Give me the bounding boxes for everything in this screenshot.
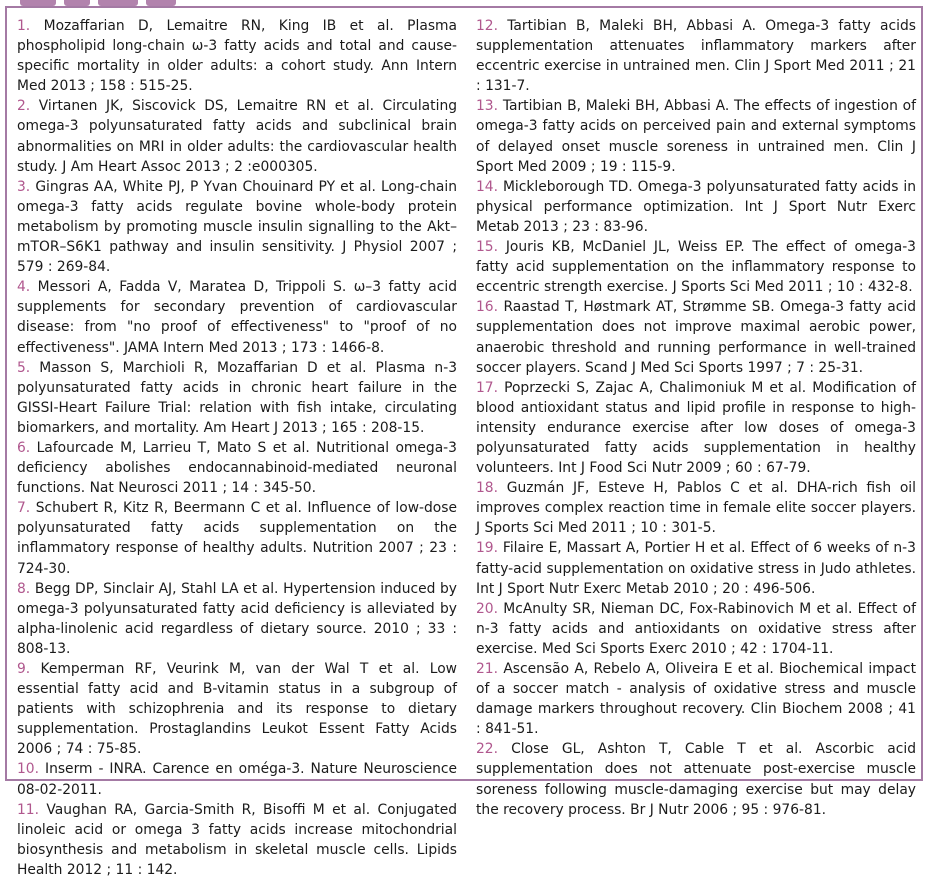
reference-entry xyxy=(476,237,916,297)
reference-number: 20. xyxy=(476,600,499,617)
reference-text: Tartibian B, Maleki BH, Abbasi A. The effects of ingestion of omega-3 fatty acids on perceived pain and external symptoms of delayed onset muscle soreness in untrained men. Clin J Sport Med 2009 ; 19 : 115-9. xyxy=(476,98,917,175)
reference-number: 18. xyxy=(476,480,499,497)
reference-text: Schubert R, Kitz R, Beermann C et al. Influence of low-dose polyunsaturated fatty acids supplementation on the inflammatory response of healthy adults. Nutrition 2007 ; 23 : 724-30. xyxy=(17,500,458,577)
reference-text: Virtanen JK, Siscovick DS, Lemaitre RN et al. Circulating omega-3 polyunsaturated fatty acids and subclinical brain abnormalities on MRI in older adults: the cardiovascular health study. J Am Heart Assoc 2013 ; 2 :e000305. xyxy=(17,98,458,175)
reference-text: Mozaffarian D, Lemaitre RN, King IB et al. Plasma phospholipid long-chain ω-3 fatty acids and total and cause-specific mortality in older adults: a cohort study. Ann Intern Med 2013 ; 158 : 515-25. xyxy=(17,18,457,95)
reference-number: 8. xyxy=(17,580,31,597)
reference-entry xyxy=(17,659,457,759)
reference-number: 3. xyxy=(17,178,31,195)
reference-number: 6. xyxy=(17,439,31,456)
reference-text: Lafourcade M, Larrieu T, Mato S et al. Nutritional omega-3 deficiency abolishes endocannabinoid-mediated neuronal functions. Nat Neurosci 2011 ; 14 : 345-50. xyxy=(17,439,457,497)
reference-text: Jouris KB, McDaniel JL, Weiss EP. The effect of omega-3 fatty acid supplementation on the inflammatory response to eccentric strength exercise. J Sports Sci Med 2011 ; 10 : 432-8. xyxy=(476,239,916,296)
reference-number: 19. xyxy=(476,540,499,557)
reference-entry xyxy=(17,800,457,880)
reference-number: 17. xyxy=(476,379,499,396)
reference-number: 7. xyxy=(17,500,31,517)
reference-entry xyxy=(476,538,916,598)
reference-number: 1. xyxy=(17,18,31,34)
reference-number: 10. xyxy=(17,761,40,778)
reference-number: 4. xyxy=(17,279,31,296)
reference-number: 16. xyxy=(476,299,499,316)
reference-number: 14. xyxy=(476,178,499,195)
reference-entry xyxy=(476,599,916,659)
reference-text: Close GL, Ashton T, Cable T et al. Ascorbic acid supplementation does not attenuate post-exercise muscle soreness following muscle-damaging exercise but may delay the recovery process. Br J Nutr 2006 ; 95 : 976-81. xyxy=(476,741,916,818)
reference-number: 5. xyxy=(17,359,31,376)
reference-number: 15. xyxy=(476,239,499,256)
reference-number: 2. xyxy=(17,98,31,115)
reference-entry xyxy=(476,16,916,96)
reference-number: 13. xyxy=(476,98,499,115)
reference-text: Guzmán JF, Esteve H, Pablos C et al. DHA-rich fish oil improves complex reaction time in female elite soccer players. J Sports Sci Med 2011 ; 10 : 301-5. xyxy=(476,480,916,537)
reference-entry xyxy=(476,659,916,739)
reference-text: Gingras AA, White PJ, P Yvan Chouinard PY et al. Long-chain omega-3 fatty acids regulate bovine whole-body protein metabolism by promoting muscle insulin signalling to the Akt–mTOR–S6K1 pathway and insulin sensitivity. J Physiol 2007 ; 579 : 269-84. xyxy=(17,178,457,276)
reference-entry xyxy=(17,579,457,659)
reference-entry xyxy=(476,739,916,819)
reference-entry xyxy=(476,378,916,478)
reference-entry xyxy=(17,358,457,438)
reference-entry xyxy=(476,297,916,377)
references-column-left xyxy=(17,16,457,880)
reference-entry xyxy=(17,438,457,498)
reference-text: Poprzecki S, Zajac A, Chalimoniuk M et al. Modification of blood antioxidant status and lipid profile in response to high-intensity endurance exercise after low doses of omega-3 polyunsaturated fatty acids supplementation in healthy volunteers. Int J Food Sci Nutr 2009 ; 60 : 67-79. xyxy=(476,379,916,477)
reference-number: 12. xyxy=(476,18,499,34)
reference-entry xyxy=(476,96,916,176)
reference-number: 21. xyxy=(476,661,499,677)
reference-entry xyxy=(17,177,457,277)
reference-text: Ascensão A, Rebelo A, Oliveira E et al. Biochemical impact of a soccer match - analysis of oxidative stress and muscle damage markers throughout recovery. Clin Biochem 2008 ; 41 : 841-51. xyxy=(476,661,916,738)
reference-entry xyxy=(476,177,916,237)
references-column-right xyxy=(476,16,916,820)
reference-entry xyxy=(476,478,916,538)
reference-text: Messori A, Fadda V, Maratea D, Trippoli S. ω–3 fatty acid supplements for secondary prevention of cardiovascular disease: from "no proof of effectiveness" to "proof of no effectiveness". JAMA Intern Med 2013 ; 173 : 1466-8. xyxy=(17,279,457,356)
reference-entry xyxy=(17,96,457,176)
reference-text: Mickleborough TD. Omega-3 polyunsaturated fatty acids in physical performance optimization. Int J Sport Nutr Exerc Metab 2013 ; 23 : 83-96. xyxy=(476,178,916,235)
reference-text: Raastad T, Høstmark AT, Strømme SB. Omega-3 fatty acid supplementation does not improve maximal aerobic power, anaerobic threshold and running performance in well-trained soccer players. Scand J Med Sci Sports 1997 ; 7 : 25-31. xyxy=(476,299,916,376)
reference-number: 22. xyxy=(476,741,499,758)
reference-text: Begg DP, Sinclair AJ, Stahl LA et al. Hypertension induced by omega-3 polyunsaturated fatty acid deficiency is alleviated by alpha-linolenic acid regardless of dietary source. 2010 ; 33 : 808-13. xyxy=(17,580,457,657)
reference-text: Masson S, Marchioli R, Mozaffarian D et al. Plasma n-3 polyunsaturated fatty acids in chronic heart failure in the GISSI-Heart Failure Trial: relation with fish intake, circulating biomarkers, and mortality. Am Heart J 2013 ; 165 : 208-15. xyxy=(17,359,458,436)
reference-text: Filaire E, Massart A, Portier H et al. Effect of 6 weeks of n-3 fatty-acid supplementation on oxidative stress in Judo athletes. Int J Sport Nutr Exerc Metab 2010 ; 20 : 496-506. xyxy=(476,540,916,597)
reference-text: Tartibian B, Maleki BH, Abbasi A. Omega-3 fatty acids supplementation attenuates inflammatory markers after eccentric exercise in untrained men. Clin J Sport Med 2011 ; 21 : 131-7. xyxy=(476,18,916,95)
reference-text: McAnulty SR, Nieman DC, Fox-Rabinovich M et al. Effect of n-3 fatty acids and antioxidants on oxidative stress after exercise. Med Sci Sports Exerc 2010 ; 42 : 1704-11. xyxy=(476,600,916,657)
reference-text: Inserm - INRA. Carence en oméga-3. Nature Neuroscience 08-02-2011. xyxy=(17,761,457,798)
reference-text: Kemperman RF, Veurink M, van der Wal T et al. Low essential fatty acid and B-vitamin status in a subgroup of patients with schizophrenia and its response to dietary supplementation. Prostaglandins Leukot Essent Fatty Acids 2006 ; 74 : 75-85. xyxy=(17,661,457,758)
reference-entry xyxy=(17,759,457,799)
reference-entry xyxy=(17,16,457,96)
reference-number: 11. xyxy=(17,801,40,818)
reference-text: Vaughan RA, Garcia-Smith R, Bisoffi M et al. Conjugated linoleic acid or omega 3 fatty acids increase mitochondrial biosynthesis and metabolism in skeletal muscle cells. Lipids Health 2012 ; 11 : 142. xyxy=(17,801,458,878)
reference-number: 9. xyxy=(17,661,31,677)
reference-entry xyxy=(17,498,457,578)
reference-entry xyxy=(17,277,457,357)
